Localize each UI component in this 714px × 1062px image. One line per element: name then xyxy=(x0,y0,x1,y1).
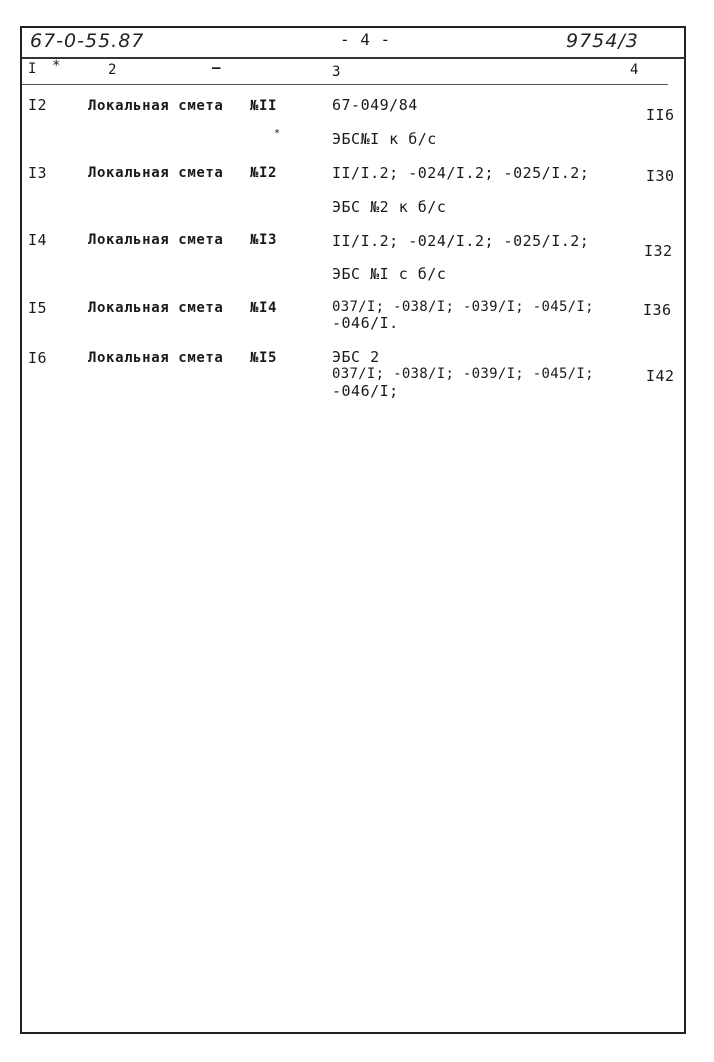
row-page: I36 xyxy=(643,301,672,319)
row-name: Локальная смета xyxy=(88,350,224,366)
page-number: - 4 - xyxy=(340,30,391,49)
row-estimate-number: №I3 xyxy=(250,232,278,248)
row-number: I5 xyxy=(28,299,48,317)
row-reference-extra: -046/I; xyxy=(332,382,399,400)
row-name: Локальная смета xyxy=(88,300,224,316)
column-2-label: 2 xyxy=(108,62,117,78)
column-1-label: I xyxy=(28,61,37,77)
row-reference-extra: ЭБС№I к б/с xyxy=(332,130,437,148)
column-4-label: 4 xyxy=(630,62,639,78)
row-page: I30 xyxy=(646,167,675,185)
row-name: Локальная смета xyxy=(88,232,224,248)
row-number: I3 xyxy=(28,164,48,182)
stray-mark: * xyxy=(274,128,281,139)
row-reference: 037/I; -038/I; -039/I; -045/I; xyxy=(332,366,594,382)
column-mark: * xyxy=(52,58,61,74)
row-reference: II/I.2; -024/I.2; -025/I.2; xyxy=(332,232,590,250)
row-page: I32 xyxy=(644,242,673,260)
document-code: 67-0-55.87 xyxy=(30,30,145,52)
row-reference: 037/I; -038/I; -039/I; -045/I; xyxy=(332,299,594,315)
row-estimate-number: №I4 xyxy=(250,300,278,316)
header-rule xyxy=(22,57,686,59)
row-estimate-number: №I5 xyxy=(250,350,278,366)
row-reference: 67-049/84 xyxy=(332,96,418,114)
row-reference-extra: ЭБС №2 к б/с xyxy=(332,198,447,216)
row-reference-extra: ЭБС №I с б/с xyxy=(332,265,447,283)
row-reference: II/I.2; -024/I.2; -025/I.2; xyxy=(332,164,590,182)
row-name: Локальная смета xyxy=(88,98,224,114)
row-number: I4 xyxy=(28,231,48,249)
row-name: Локальная смета xyxy=(88,165,224,181)
archive-number: 9754/3 xyxy=(566,30,639,52)
row-estimate-number: №I2 xyxy=(250,165,278,181)
row-page: II6 xyxy=(646,106,675,124)
row-page: I42 xyxy=(646,367,675,385)
row-reference-prefix: ЭБС 2 xyxy=(332,348,380,366)
row-number: I2 xyxy=(28,96,48,114)
column-3-label: 3 xyxy=(332,64,341,80)
row-estimate-number: №II xyxy=(250,98,278,114)
column-header-rule xyxy=(22,84,668,85)
row-number: I6 xyxy=(28,349,48,367)
row-reference-extra: -046/I. xyxy=(332,314,399,332)
column-dash: ‒ xyxy=(212,60,221,76)
